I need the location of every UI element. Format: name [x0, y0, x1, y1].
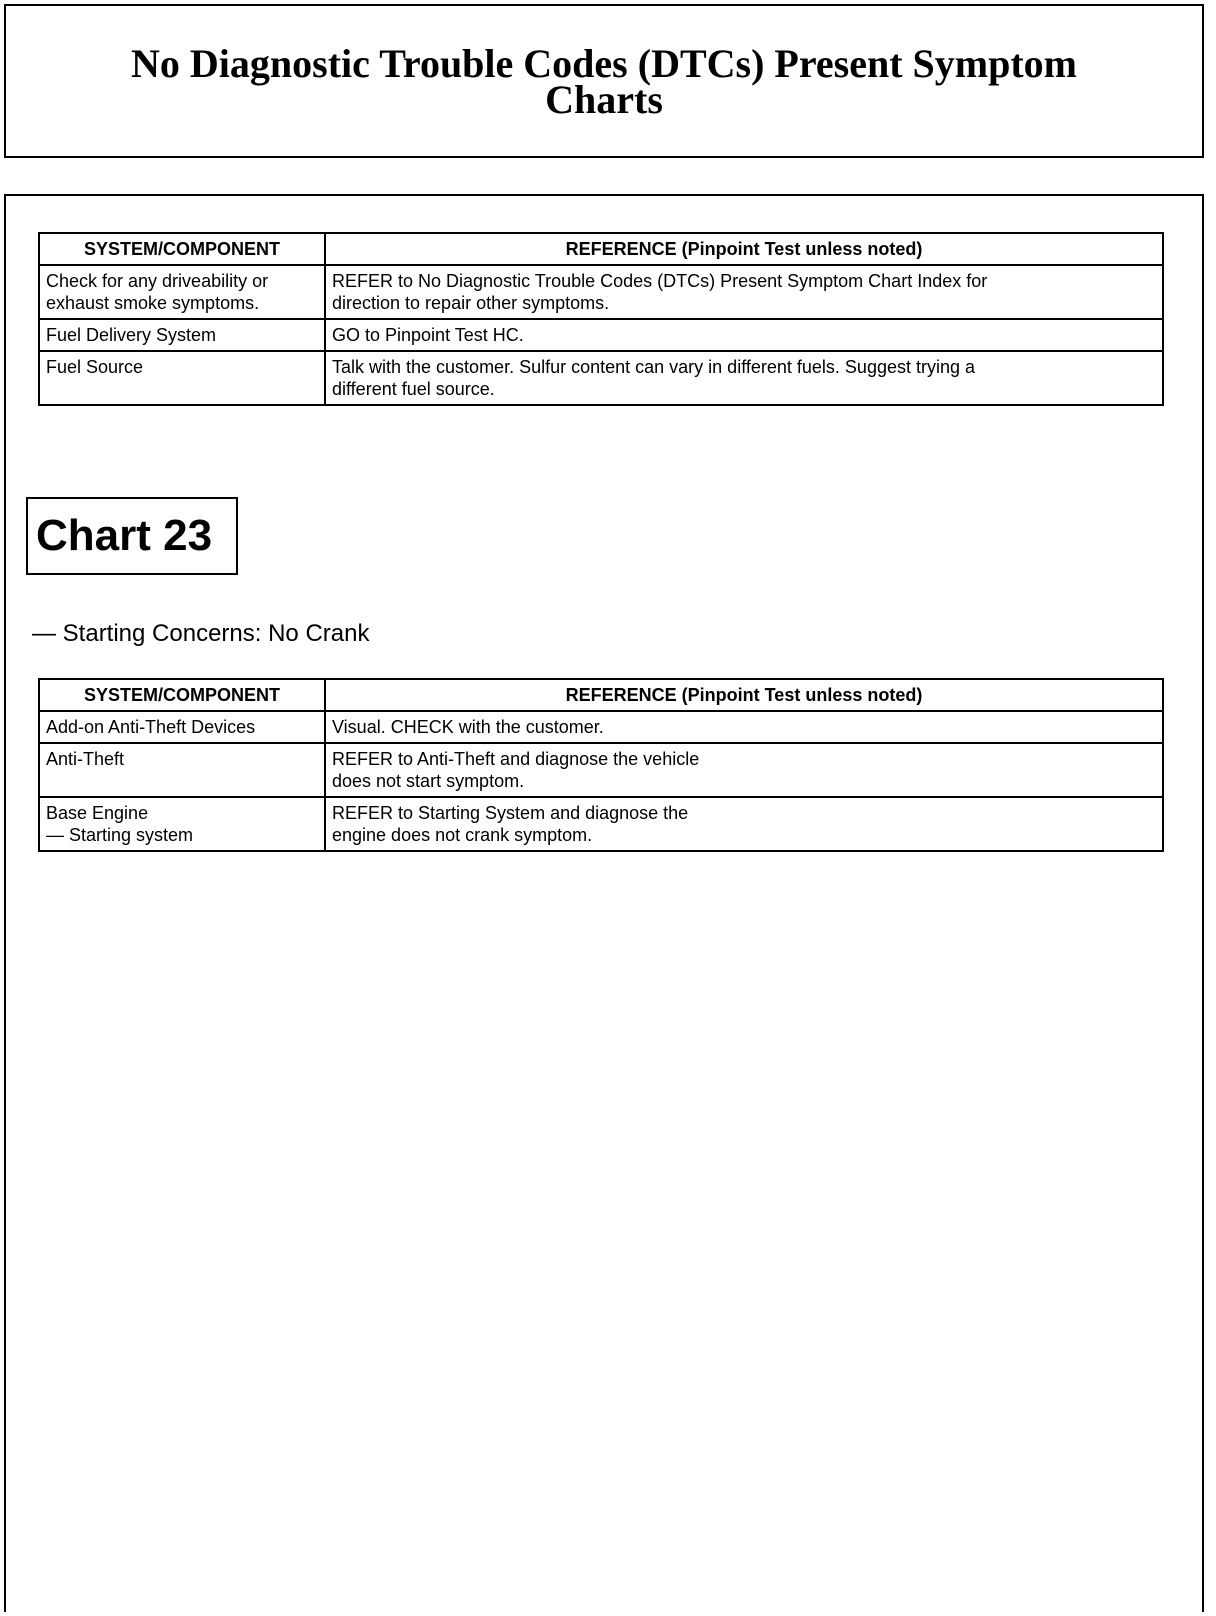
- table-header-row: [39, 233, 1163, 265]
- cell-line: Fuel Delivery System: [46, 325, 217, 345]
- cell-line: direction to repair other symptoms.: [332, 293, 610, 313]
- cell-line: REFER to No Diagnostic Trouble Codes (DTCs) Present Symptom Chart Index for: [332, 271, 988, 291]
- table-row: [39, 743, 1163, 797]
- table-header-row: [39, 679, 1163, 711]
- cell-line: Add-on Anti-Theft Devices: [46, 717, 256, 737]
- reference-cell: [325, 351, 1163, 405]
- cell-line: different fuel source.: [332, 379, 495, 399]
- system-cell: [39, 797, 325, 851]
- cell-line: Check for any driveability or: [46, 271, 269, 291]
- cell-line: Anti-Theft: [46, 749, 125, 769]
- column-header-system: SYSTEM/COMPONENT: [39, 679, 325, 711]
- cell-line: does not start symptom.: [332, 771, 525, 791]
- chart-heading: Chart 23: [26, 497, 238, 575]
- reference-cell: [325, 265, 1163, 319]
- page-title-line-1: No Diagnostic Trouble Codes (DTCs) Present Symptom: [131, 41, 1077, 86]
- reference-cell: [325, 319, 1163, 351]
- reference-table-2: [38, 678, 1164, 852]
- column-header-system: SYSTEM/COMPONENT: [39, 233, 325, 265]
- cell-line: Fuel Source: [46, 357, 144, 377]
- content-frame: [4, 194, 1204, 1612]
- table-row: [39, 711, 1163, 743]
- system-cell: [39, 711, 325, 743]
- chart-subtitle: — Starting Concerns: No Crank: [32, 620, 370, 647]
- table-row: [39, 797, 1163, 851]
- cell-line: REFER to Starting System and diagnose the: [332, 803, 689, 823]
- cell-line: exhaust smoke symptoms.: [46, 293, 260, 313]
- cell-line: Visual. CHECK with the customer.: [332, 717, 604, 737]
- reference-cell: [325, 797, 1163, 851]
- column-header-reference: REFERENCE (Pinpoint Test unless noted): [325, 233, 1163, 265]
- system-cell: [39, 351, 325, 405]
- title-box: [4, 4, 1204, 158]
- system-cell: [39, 743, 325, 797]
- table-row: [39, 265, 1163, 319]
- system-cell: [39, 319, 325, 351]
- cell-line: Base Engine: [46, 803, 149, 823]
- reference-table-1: [38, 232, 1164, 406]
- system-cell: [39, 265, 325, 319]
- page-title-line-2: Charts: [545, 77, 663, 122]
- cell-line: REFER to Anti-Theft and diagnose the vehicle: [332, 749, 700, 769]
- cell-line: GO to Pinpoint Test HC.: [332, 325, 524, 345]
- table-row: [39, 319, 1163, 351]
- cell-line: engine does not crank symptom.: [332, 825, 593, 845]
- page-title: [6, 41, 1202, 122]
- table-row: [39, 351, 1163, 405]
- reference-cell: [325, 743, 1163, 797]
- cell-line: — Starting system: [46, 825, 194, 845]
- reference-cell: [325, 711, 1163, 743]
- column-header-reference: REFERENCE (Pinpoint Test unless noted): [325, 679, 1163, 711]
- cell-line: Talk with the customer. Sulfur content can vary in different fuels. Suggest trying a: [332, 357, 975, 377]
